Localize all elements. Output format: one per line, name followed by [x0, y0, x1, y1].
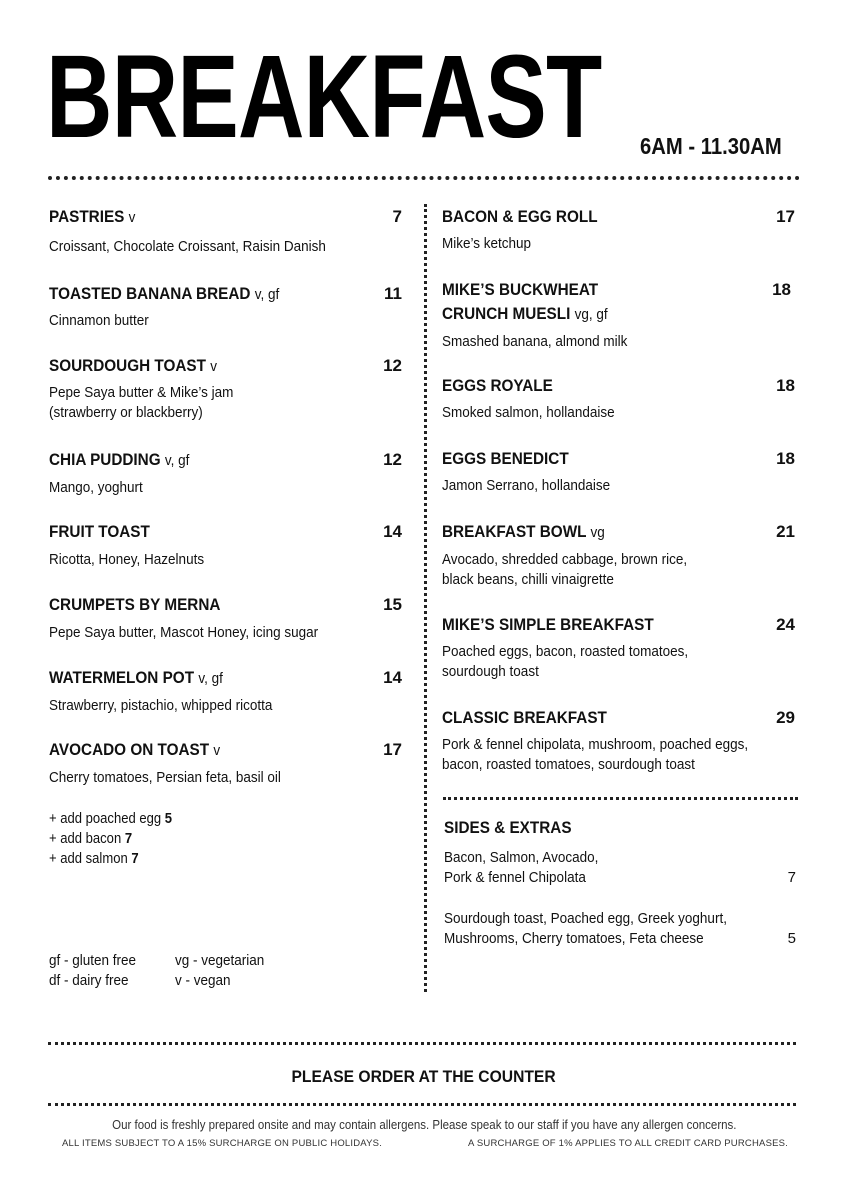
addon-label: + add poached egg [49, 811, 162, 827]
item-name: EGGS ROYALE [442, 376, 553, 395]
item-price: 12 [383, 356, 402, 375]
addon-item [49, 849, 172, 869]
item-name: WATERMELON POT [49, 668, 195, 687]
item-diet: v [213, 742, 221, 759]
menu-item [442, 706, 795, 775]
allergen-notice [0, 1118, 848, 1132]
item-price: 14 [383, 522, 402, 541]
sides-title: SIDES & EXTRAS [444, 818, 572, 837]
item-name: PASTRIES [49, 207, 125, 226]
item-price: 29 [776, 708, 795, 727]
item-description: Jamon Serrano, hollandaise [442, 477, 611, 494]
addon-price: 7 [124, 831, 133, 847]
sides-price: 5 [787, 930, 796, 947]
item-price: 15 [383, 595, 402, 614]
item-name: CRUMPETS BY MERNA [49, 595, 221, 614]
divider-footer-top [48, 1042, 796, 1045]
menu-item [49, 738, 402, 788]
item-price: 11 [384, 284, 402, 303]
item-name: BACON & EGG ROLL [442, 207, 598, 226]
item-description: Mike’s ketchup [442, 235, 532, 252]
menu-item [49, 520, 402, 570]
divider-footer-bottom [48, 1103, 796, 1106]
sides-section [444, 818, 796, 949]
item-price: 7 [392, 207, 402, 226]
item-name: SOURDOUGH TOAST [49, 356, 206, 375]
addons-list [49, 809, 172, 869]
item-diet: v [210, 358, 217, 375]
menu-item [442, 278, 795, 352]
menu-item [442, 613, 795, 682]
item-description: (strawberry or blackberry) [49, 404, 203, 421]
item-price: 17 [776, 207, 795, 226]
item-name: MIKE’S SIMPLE BREAKFAST [442, 615, 654, 634]
item-description: Smoked salmon, hollandaise [442, 404, 615, 421]
item-description: Pork & fennel chipolata, mushroom, poached eggs, [442, 736, 749, 753]
item-name: CHIA PUDDING [49, 450, 161, 469]
item-price: 12 [383, 450, 402, 469]
item-diet: v, gf [164, 452, 190, 469]
legend-row [49, 971, 264, 991]
item-description: black beans, chilli vinaigrette [442, 571, 614, 588]
diet-legend [49, 951, 264, 991]
menu-item [442, 447, 795, 496]
column-divider [424, 204, 427, 992]
item-description: Pepe Saya butter & Mike’s jam [49, 384, 234, 401]
item-description: bacon, roasted tomatoes, sourdough toast [442, 756, 695, 773]
item-description: Poached eggs, bacon, roasted tomatoes, [442, 643, 689, 660]
legend-row [49, 951, 264, 971]
legend-entry: v - vegan [175, 972, 231, 989]
counter-text: PLEASE ORDER AT THE COUNTER [291, 1067, 557, 1086]
menu-item [49, 666, 402, 716]
item-name-line2: CRUNCH MUESLI [442, 304, 571, 323]
item-diet: v, gf [198, 670, 223, 687]
item-name: MIKE’S BUCKWHEAT [442, 280, 599, 299]
menu-title: BREAKFAST [46, 31, 602, 163]
addon-item [49, 829, 172, 849]
card-surcharge-notice: A SURCHARGE OF 1% APPLIES TO ALL CREDIT CARD PURCHASES. [468, 1138, 789, 1149]
sides-group [444, 909, 796, 949]
item-price: 17 [383, 740, 402, 759]
item-diet: v, gf [254, 286, 280, 303]
item-diet: vg, gf [574, 306, 608, 323]
addon-item [49, 809, 172, 829]
item-name: BREAKFAST BOWL [442, 522, 587, 541]
item-price: 18 [776, 449, 795, 468]
item-description: Cinnamon butter [49, 312, 149, 329]
item-diet: vg [590, 524, 605, 541]
divider-sides [443, 797, 798, 800]
item-description: sourdough toast [442, 663, 539, 680]
menu-item [49, 205, 402, 257]
sides-line: Sourdough toast, Poached egg, Greek yoghurt, [444, 910, 727, 927]
item-price: 18 [772, 280, 791, 299]
item-name: CLASSIC BREAKFAST [442, 708, 607, 727]
legend-entry: gf - gluten free [49, 952, 137, 969]
addon-price: 5 [164, 811, 173, 827]
menu-item [49, 282, 402, 331]
allergen-text: Our food is freshly prepared onsite and may contain allergens. Please speak to our staff if you have any allergen concerns. [111, 1118, 737, 1132]
item-diet: v [128, 209, 136, 226]
item-description: Croissant, Chocolate Croissant, Raisin Danish [49, 238, 326, 255]
addon-label: + add bacon [49, 831, 122, 847]
sides-line: Bacon, Salmon, Avocado, [444, 849, 599, 866]
menu-item [49, 448, 402, 498]
item-price: 18 [776, 376, 795, 395]
sides-line: Pork & fennel Chipolata [444, 869, 586, 886]
item-description: Ricotta, Honey, Hazelnuts [49, 551, 205, 568]
item-price: 14 [383, 668, 402, 687]
item-description: Smashed banana, almond milk [442, 333, 628, 350]
item-name: FRUIT TOAST [49, 522, 150, 541]
sides-line: Mushrooms, Cherry tomatoes, Feta cheese [444, 930, 704, 947]
sides-price: 7 [787, 869, 796, 886]
sides-group [444, 848, 796, 888]
menu-item [49, 593, 402, 643]
menu-item [442, 374, 795, 423]
item-description: Strawberry, pistachio, whipped ricotta [49, 697, 273, 714]
item-price: 24 [776, 615, 795, 634]
order-at-counter-notice [0, 1067, 848, 1087]
item-description: Pepe Saya butter, Mascot Honey, icing sugar [49, 624, 319, 641]
legend-entry: df - dairy free [49, 972, 129, 989]
item-description: Mango, yoghurt [49, 479, 143, 496]
menu-item [442, 205, 795, 254]
addon-label: + add salmon [49, 851, 128, 867]
menu-item [442, 520, 795, 590]
addon-price: 7 [131, 851, 139, 867]
service-hours: 6AM - 11.30AM [640, 133, 782, 159]
item-name: EGGS BENEDICT [442, 449, 569, 468]
item-price: 21 [776, 522, 795, 541]
legend-entry: vg - vegetarian [175, 952, 265, 969]
holiday-surcharge-notice: ALL ITEMS SUBJECT TO A 15% SURCHARGE ON PUBLIC HOLIDAYS. [62, 1138, 383, 1149]
item-description: Avocado, shredded cabbage, brown rice, [442, 551, 688, 568]
divider-top [48, 176, 800, 180]
item-name: TOASTED BANANA BREAD [49, 284, 251, 303]
item-name: AVOCADO ON TOAST [49, 740, 210, 759]
menu-item [49, 354, 402, 423]
item-description: Cherry tomatoes, Persian feta, basil oil [49, 769, 281, 786]
